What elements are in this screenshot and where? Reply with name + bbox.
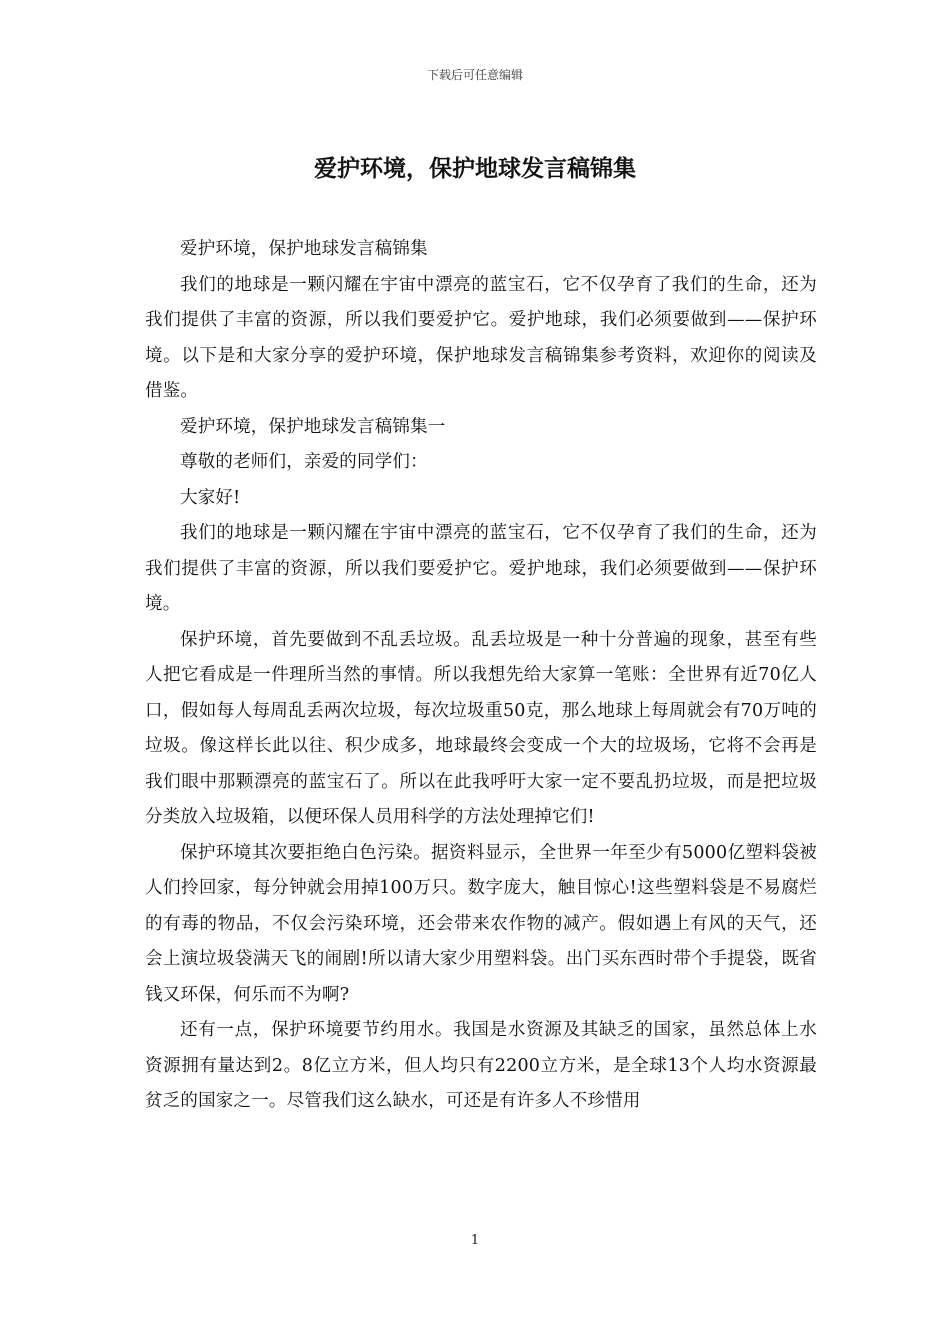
paragraph-section-heading: 爱护环境，保护地球发言稿锦集一: [180, 416, 446, 437]
page-number: 1: [470, 1233, 480, 1248]
paragraph-plastic: 保护环境其次要拒绝白色污染。据资料显示，全世界一年至少有5000亿塑料袋被人们拎回家，每分钟就会用掉100万只。数字庞大，触目惊心!这些塑料袋是不易腐烂的有毒的物品，不仅会污染环境，还会带来农作物的减产。假如遇上有风的天气，还会上演垃圾袋满天飞的闹剧!所以请大家少用塑料袋。出门买东西时带个手提袋，既省钱又环保，何乐而不为啊?: [145, 842, 817, 1005]
paragraph-subtitle: 爱护环境，保护地球发言稿锦集: [180, 239, 428, 259]
paragraph-litter: 保护环境，首先要做到不乱丢垃圾。乱丢垃圾是一种十分普遍的现象，甚至有些人把它看成是一件理所当然的事情。所以我想先给大家算一笔账：全世界有近70亿人口，假如每人每周乱丢两次垃圾，每次垃圾重50克，那么地球上每周就会有70万吨的垃圾。像这样长此以往、积少成多，地球最终会变成一个大的垃圾场，它将不会再是我们眼中那颗漂亮的蓝宝石了。所以在此我呼吁大家一定不要乱扔垃圾，而是把垃圾分类放入垃圾箱，以便环保人员用科学的方法处理掉它们!: [145, 629, 817, 827]
paragraph-water: 还有一点，保护环境要节约用水。我国是水资源及其缺乏的国家，虽然总体上水资源拥有量达到2。8亿立方米，但人均只有2200立方米，是全球13个人均水资源最贫乏的国家之一。尽管我们这么缺水，可还是有许多人不珍惜用: [145, 1020, 817, 1111]
document-title: 爱护环境，保护地球发言稿锦集: [314, 156, 636, 182]
header-note: 下载后可任意编辑: [426, 68, 523, 82]
document-body: [145, 232, 817, 1120]
paragraph-greeting: 大家好!: [180, 487, 241, 508]
paragraph-salutation: 尊敬的老师们，亲爱的同学们：: [180, 452, 428, 472]
paragraph-earth: 我们的地球是一颗闪耀在宇宙中漂亮的蓝宝石，它不仅孕育了我们的生命，还为我们提供了丰富的资源，所以我们要爱护它。爱护地球，我们必须要做到——保护环境。: [145, 523, 817, 614]
paragraph-intro: 我们的地球是一颗闪耀在宇宙中漂亮的蓝宝石，它不仅孕育了我们的生命，还为我们提供了丰富的资源，所以我们要爱护它。爱护地球，我们必须要做到——保护环境。以下是和大家分享的爱护环境，保护地球发言稿锦集参考资料，欢迎你的阅读及借鉴。: [145, 274, 817, 401]
